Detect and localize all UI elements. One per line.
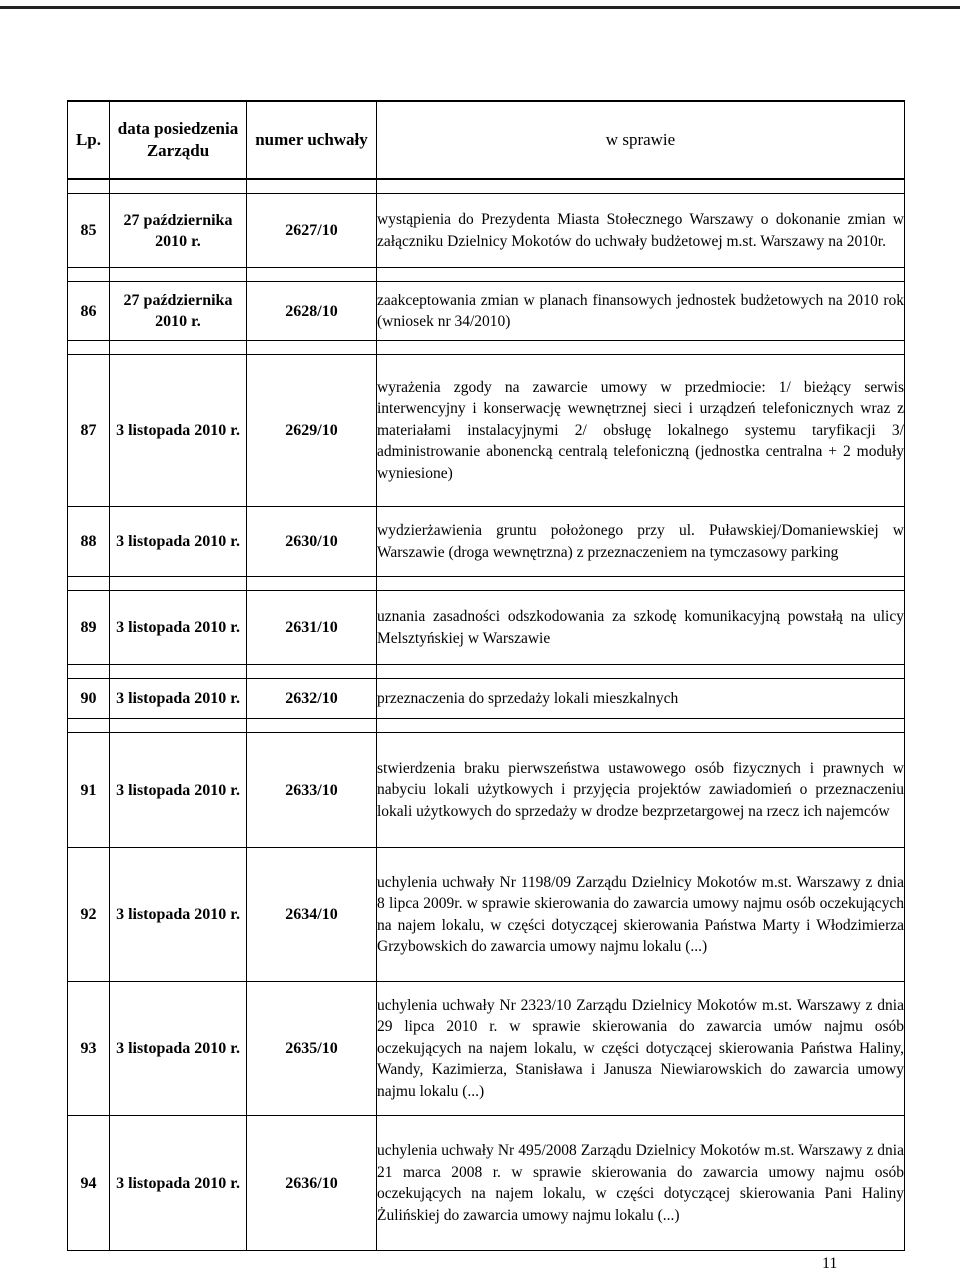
row-spacer	[68, 719, 905, 733]
row-subject: uchylenia uchwały Nr 495/2008 Zarządu Dzielnicy Mokotów m.st. Warszawy z dnia 21 marca 2008 r. w sprawie skierowania do zawarcia umowy najmu osób oczekujących na najem lokalu, w części dotyczącej skierowania Pani Haliny Żulińskiej do zawarcia umowy najmu lokalu (...)	[377, 1116, 905, 1251]
row-subject: zaakceptowania zmian w planach finansowych jednostek budżetowych na 2010 rok (wniosek nr 34/2010)	[377, 282, 905, 341]
row-lp: 92	[68, 848, 110, 982]
row-date: 3 listopada 2010 r.	[110, 982, 247, 1116]
row-number: 2629/10	[247, 355, 377, 507]
top-rule	[0, 6, 960, 9]
row-date: 3 listopada 2010 r.	[110, 679, 247, 719]
table-row	[68, 282, 905, 341]
row-lp: 85	[68, 194, 110, 268]
row-lp: 94	[68, 1116, 110, 1251]
row-date: 3 listopada 2010 r.	[110, 848, 247, 982]
row-lp: 91	[68, 733, 110, 848]
table-row	[68, 733, 905, 848]
row-date: 3 listopada 2010 r.	[110, 507, 247, 577]
table-row	[68, 507, 905, 577]
page-number: 11	[822, 1255, 838, 1272]
resolutions-table	[67, 100, 905, 1251]
row-number: 2634/10	[247, 848, 377, 982]
row-spacer	[68, 665, 905, 679]
table-row	[68, 194, 905, 268]
row-date: 3 listopada 2010 r.	[110, 591, 247, 665]
row-number: 2630/10	[247, 507, 377, 577]
row-subject: przeznaczenia do sprzedaży lokali mieszkalnych	[377, 679, 905, 719]
table-row	[68, 1116, 905, 1251]
table-header-row	[68, 101, 905, 179]
header-date: data posiedzenia Zarządu	[110, 101, 247, 179]
row-number: 2633/10	[247, 733, 377, 848]
row-number: 2627/10	[247, 194, 377, 268]
table-row	[68, 982, 905, 1116]
table-row	[68, 591, 905, 665]
row-date: 3 listopada 2010 r.	[110, 733, 247, 848]
row-subject: wyrażenia zgody na zawarcie umowy w przedmiocie: 1/ bieżący serwis interwencyjny i konserwację wewnętrznej sieci i urządzeń telefonicznych wraz z materiałami instalacyjnymi 2/ obsługę lokalnego systemu taryfikacji 3/ administrowanie abonencką centralą telefoniczną (jednostka centralna + 2 moduły wyniesione)	[377, 355, 905, 507]
row-date: 3 listopada 2010 r.	[110, 1116, 247, 1251]
row-spacer	[68, 268, 905, 282]
table-row	[68, 848, 905, 982]
row-date: 3 listopada 2010 r.	[110, 355, 247, 507]
row-spacer	[68, 341, 905, 355]
table-row	[68, 679, 905, 719]
row-number: 2635/10	[247, 982, 377, 1116]
row-subject: uchylenia uchwały Nr 2323/10 Zarządu Dzielnicy Mokotów m.st. Warszawy z dnia 29 lipca 2010 r. w sprawie skierowania do zawarcia umów najmu osób oczekujących na najem lokalu, w części dotyczącej skierowania Państwa Haliny, Wandy, Kazimierza, Stanisława i Janusza Niewiarowskich do zawarcia umowy najmu lokalu (...)	[377, 982, 905, 1116]
row-spacer	[68, 179, 905, 194]
header-number: numer uchwały	[247, 101, 377, 179]
row-date: 27 października 2010 r.	[110, 282, 247, 341]
row-subject: uchylenia uchwały Nr 1198/09 Zarządu Dzielnicy Mokotów m.st. Warszawy z dnia 8 lipca 2009r. w sprawie skierowania do zawarcia umowy najmu osób oczekujących na najem lokalu, w części dotyczącej skierowania Państwa Marty i Włodzimierza Grzybowskich do zawarcia umowy najmu lokalu (...)	[377, 848, 905, 982]
row-lp: 87	[68, 355, 110, 507]
header-subject: w sprawie	[377, 101, 905, 179]
row-subject: stwierdzenia braku pierwszeństwa ustawowego osób fizycznych i prawnych w nabyciu lokali użytkowych i przyjęcia projektów zawiadomień o przeznaczeniu lokali użytkowych do sprzedaży w drodze bezprzetargowej na rzecz ich najemców	[377, 733, 905, 848]
row-number: 2636/10	[247, 1116, 377, 1251]
row-spacer	[68, 577, 905, 591]
row-lp: 88	[68, 507, 110, 577]
row-subject: wystąpienia do Prezydenta Miasta Stołecznego Warszawy o dokonanie zmian w załączniku Dzielnicy Mokotów do uchwały budżetowej m.st. Warszawy na 2010r.	[377, 194, 905, 268]
row-lp: 89	[68, 591, 110, 665]
table-row	[68, 355, 905, 507]
row-lp: 86	[68, 282, 110, 341]
row-subject: uznania zasadności odszkodowania za szkodę komunikacyjną powstałą na ulicy Melsztyńskiej w Warszawie	[377, 591, 905, 665]
row-number: 2631/10	[247, 591, 377, 665]
row-lp: 93	[68, 982, 110, 1116]
row-subject: wydzierżawienia gruntu położonego przy ul. Puławskiej/Domaniewskiej w Warszawie (droga wewnętrzna) z przeznaczeniem na tymczasowy parking	[377, 507, 905, 577]
row-lp: 90	[68, 679, 110, 719]
row-date: 27 października 2010 r.	[110, 194, 247, 268]
row-number: 2632/10	[247, 679, 377, 719]
row-number: 2628/10	[247, 282, 377, 341]
header-lp: Lp.	[68, 101, 110, 179]
